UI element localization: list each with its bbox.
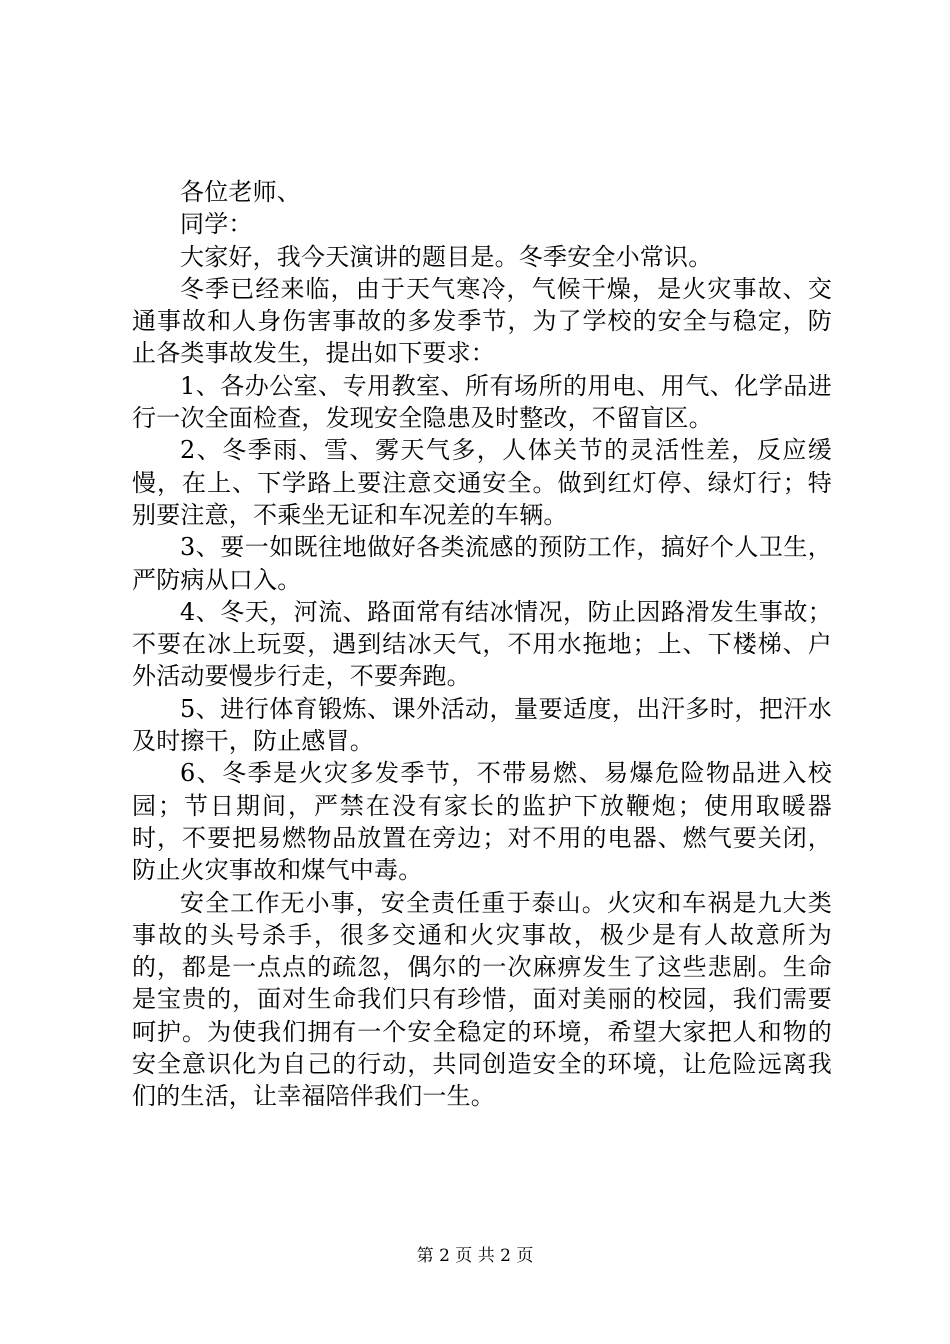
requirement-item-4: 4、冬天，河流、路面常有结冰情况，防止因路滑发生事故；不要在冰上玩耍，遇到结冰天气，不用水拖地；上、下楼梯、户外活动要慢步行走，不要奔跑。 — [132, 597, 832, 691]
requirement-item-2: 2、冬季雨、雪、雾天气多，人体关节的灵活性差，反应缓慢，在上、下学路上要注意交通安全。做到红灯停、绿灯行；特别要注意，不乘坐无证和车况差的车辆。 — [132, 436, 832, 529]
salutation-teachers: 各位老师、 — [180, 178, 301, 206]
requirement-item-5: 5、进行体育锻炼、课外活动，量要适度，出汗多时，把汗水及时擦干，防止感冒。 — [132, 694, 832, 756]
requirement-item-3: 3、要一如既往地做好各类流感的预防工作，搞好个人卫生，严防病从口入。 — [132, 533, 832, 594]
requirement-item-6: 6、冬季是火灾多发季节，不带易燃、易爆危险物品进入校园；节日期间，严禁在没有家长的监护下放鞭炮；使用取暖器时，不要把易燃物品放置在旁边；对不用的电器、燃气要关闭，防止火灾事故和煤气中毒。 — [132, 759, 832, 885]
opening-line: 大家好，我今天演讲的题目是。冬季安全小常识。 — [180, 242, 713, 271]
salutation-students: 同学： — [180, 210, 253, 239]
requirement-item-1: 1、各办公室、专用教室、所有场所的用电、用气、化学品进行一次全面检查，发现安全隐患及时整改，不留盲区。 — [132, 371, 832, 433]
intro-paragraph: 冬季已经来临，由于天气寒冷，气候干燥，是火灾事故、交通事故和人身伤害事故的多发季节，为了学校的安全与稳定，防止各类事故发生，提出如下要求： — [132, 274, 832, 368]
document-body — [132, 176, 832, 1113]
page-number-footer: 第 2 页 共 2 页 — [416, 1246, 534, 1266]
closing-paragraph: 安全工作无小事，安全责任重于泰山。火灾和车祸是九大类事故的头号杀手，很多交通和火灾事故，极少是有人故意所为的，都是一点点的疏忽，偶尔的一次麻痹发生了这些悲剧。生命是宝贵的，面对生命我们只有珍惜，面对美丽的校园，我们需要呵护。为使我们拥有一个安全稳定的环境，希望大家把人和物的安全意识化为自己的行动，共同创造安全的环境，让危险远离我们的生活，让幸福陪伴我们一生。 — [132, 888, 832, 1111]
